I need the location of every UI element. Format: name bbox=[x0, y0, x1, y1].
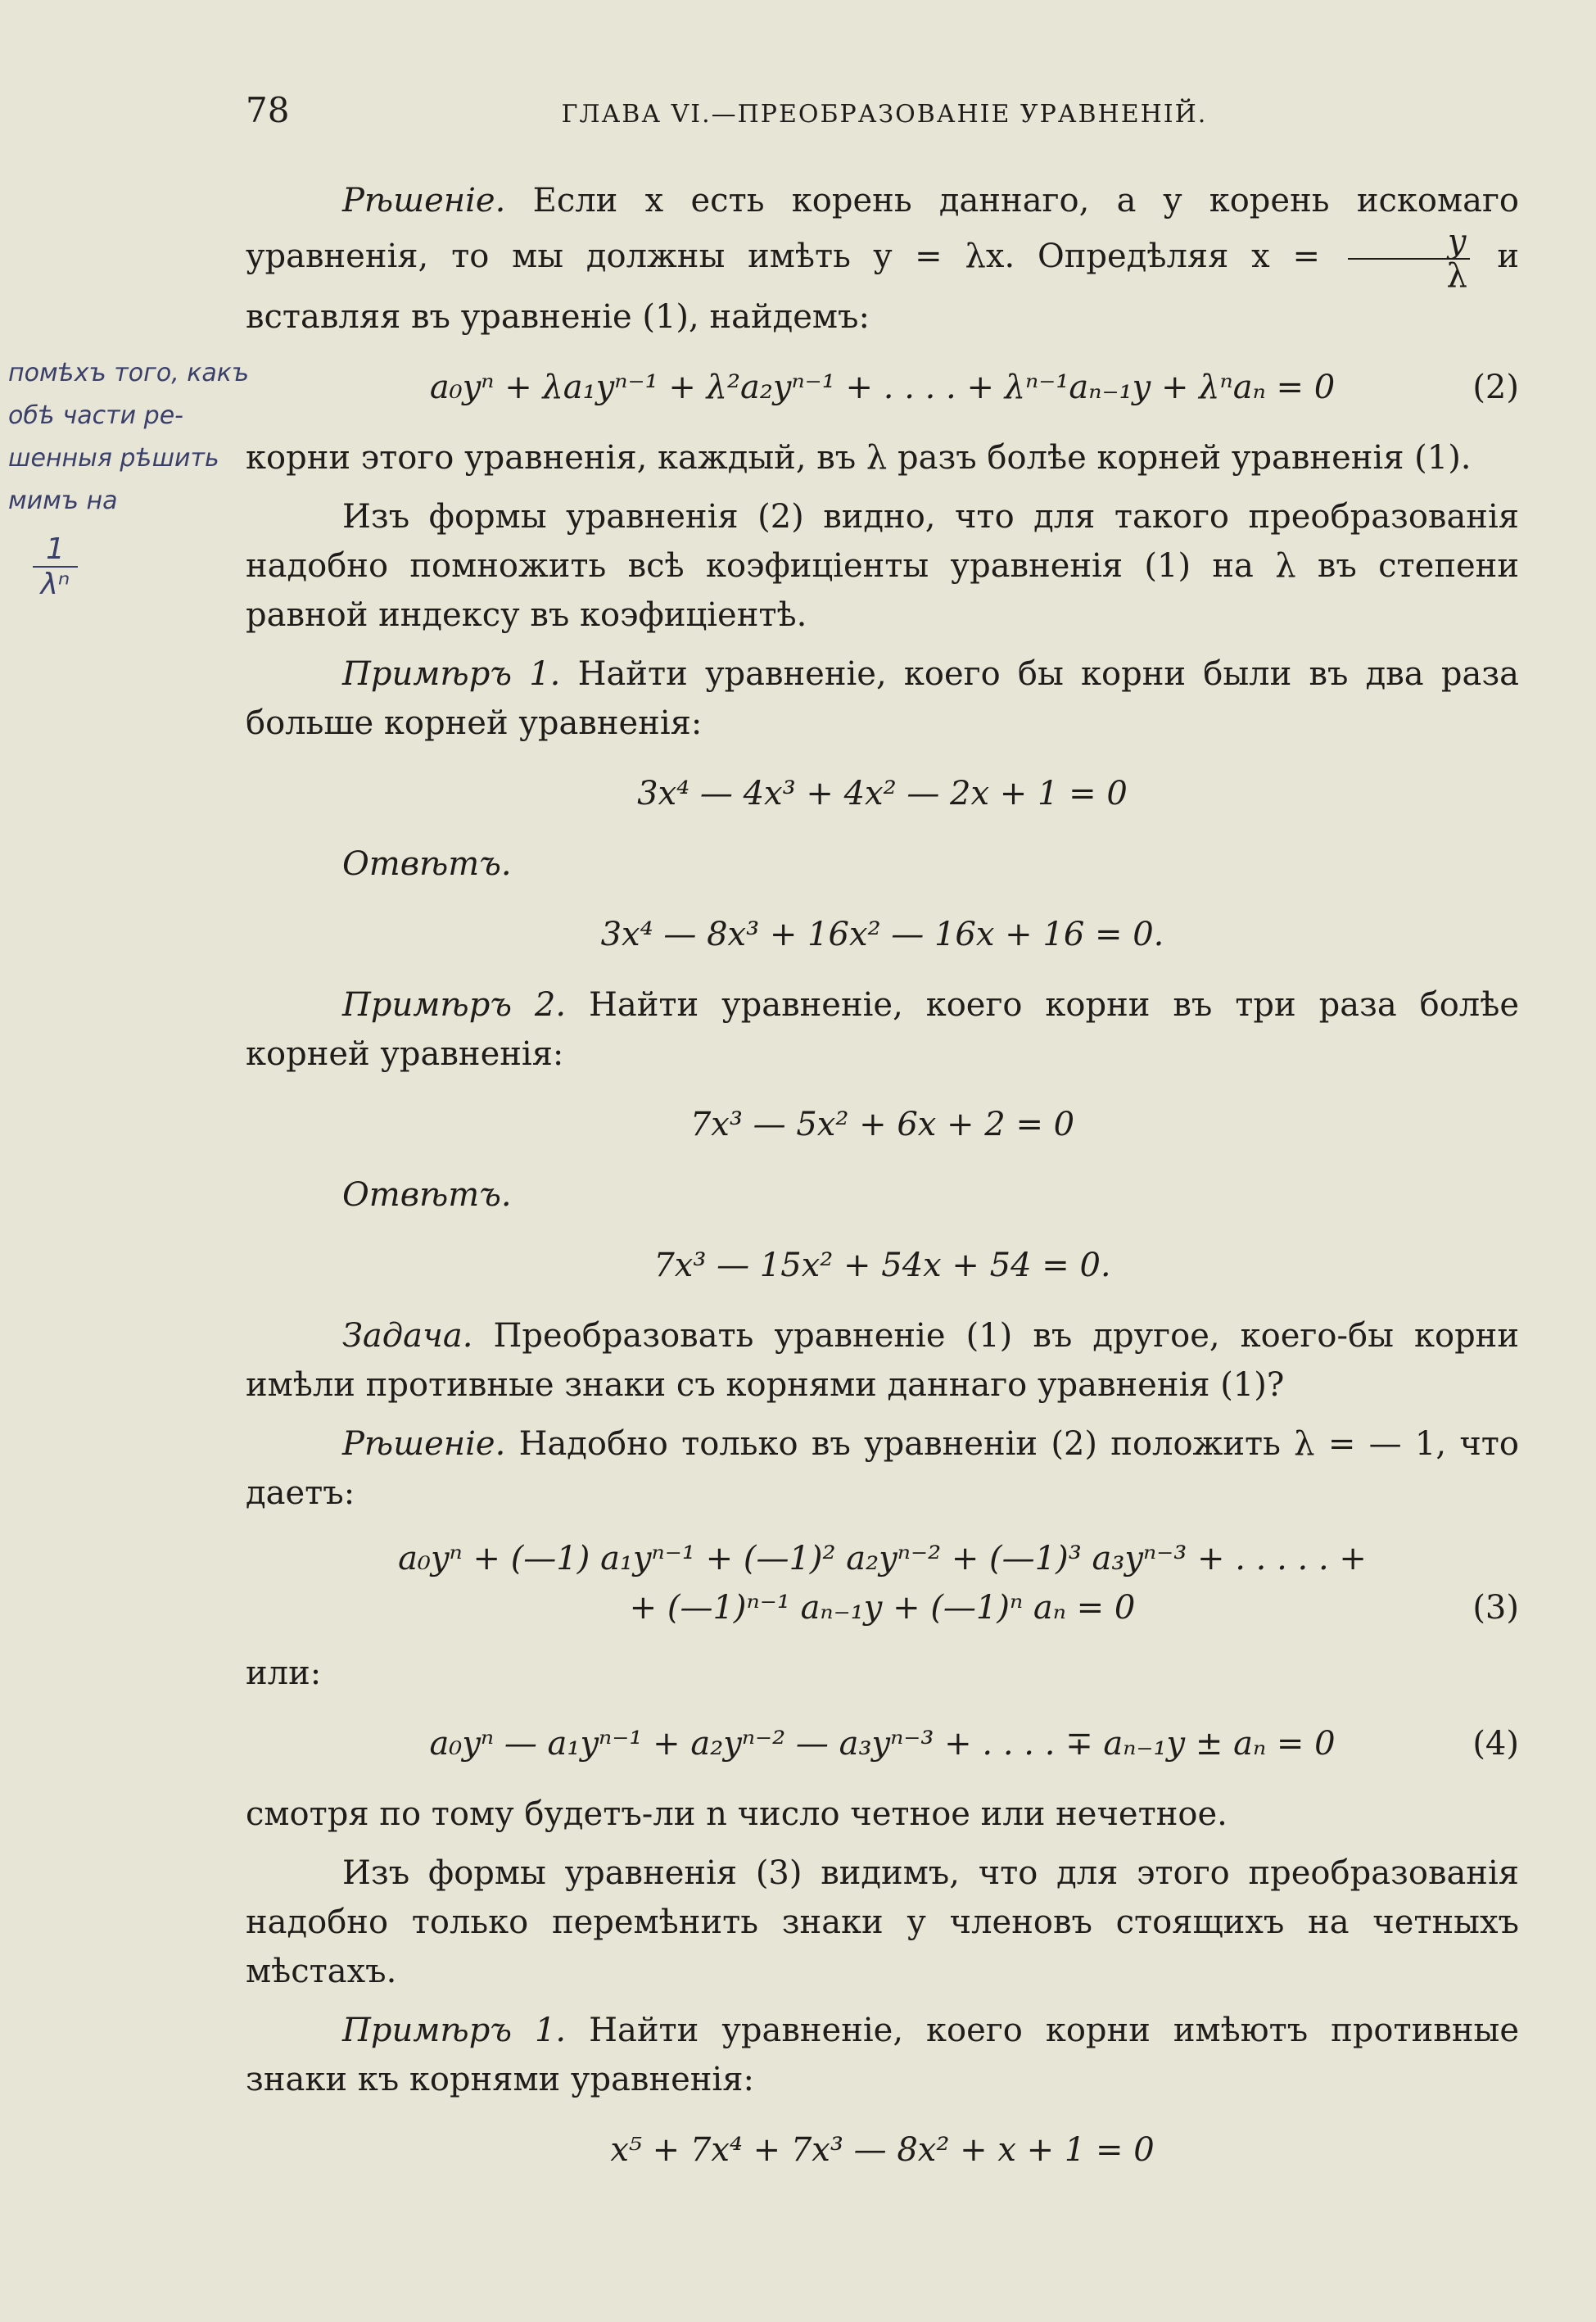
paragraph-form-2: Изъ формы уравненія (2) видно, что для такого преобразованія надобно помножить всѣ коэфиціенты уравненія (1) на λ въ степени равной индексу въ коэфиціентѣ. bbox=[246, 498, 1519, 634]
fraction-numerator: y bbox=[1348, 225, 1470, 260]
handwritten-margin-note bbox=[8, 352, 254, 523]
equation-4-body: a₀yⁿ — a₁yⁿ⁻¹ + a₂yⁿ⁻² — a₃yⁿ⁻³ + . . . . ∓ aₙ₋₁y ± aₙ = 0 bbox=[429, 1725, 1336, 1763]
paragraph-parity: смотря по тому будетъ-ли n число четное или нечетное. bbox=[246, 1795, 1228, 1833]
example-1-text: Найти уравненіе, коего бы корни были въ два раза больше корней уравненія: bbox=[246, 655, 1519, 742]
paragraph-solution-2 bbox=[246, 1419, 1519, 1518]
paragraph-example-1 bbox=[246, 650, 1519, 748]
paragraph-roots: корни этого уравненія, каждый, въ λ разъ болѣе корней уравненія (1). bbox=[246, 439, 1472, 477]
example-1-answer: 3x⁴ — 8x³ + 16x² — 16x + 16 = 0. bbox=[600, 916, 1164, 953]
task-text: Преобразовать уравненіе (1) въ другое, коего-бы корни имѣли противные знаки съ корнями даннаго уравненія (1)? bbox=[246, 1317, 1519, 1404]
paragraph-form-3: Изъ формы уравненія (3) видимъ, что для этого преобразованія надобно только перемѣнить знаки у членовъ стоящихъ на четныхъ мѣстахъ. bbox=[246, 1854, 1519, 1990]
page-body bbox=[246, 176, 1519, 2196]
solution-text-b: и вставляя въ уравненіе (1), найдемъ: bbox=[246, 238, 1520, 336]
margin-note-line: мимъ на bbox=[8, 487, 118, 515]
paragraph-example-3 bbox=[246, 2006, 1519, 2104]
equation-3-line-1: a₀yⁿ + (—1) a₁yⁿ⁻¹ + (—1)² a₂yⁿ⁻² + (—1)³ a₃yⁿ⁻³ + . . . . . + bbox=[398, 1540, 1367, 1577]
inline-fraction bbox=[1348, 223, 1470, 295]
equation-4-number: (4) bbox=[1472, 1725, 1519, 1763]
margin-note-line: обѣ части ре- bbox=[8, 401, 183, 430]
running-title: ГЛАВА VI.—ПРЕОБРАЗОВАНІЕ УРАВНЕНІЙ. bbox=[561, 100, 1208, 129]
margin-fraction-denominator: λⁿ bbox=[40, 568, 70, 601]
margin-fraction-numerator: 1 bbox=[33, 532, 78, 568]
equation-2 bbox=[246, 363, 1519, 412]
example-2-equation: 7x³ — 5x² + 6x + 2 = 0 bbox=[689, 1106, 1075, 1143]
margin-note-line: шенныя рѣшить bbox=[8, 444, 219, 473]
fraction-denominator: λ bbox=[1446, 257, 1467, 295]
equation-3 bbox=[246, 1583, 1519, 1632]
answer-2-label: Отвѣтъ. bbox=[342, 1176, 512, 1214]
margin-note-fraction bbox=[33, 532, 78, 601]
task-label: Задача. bbox=[342, 1317, 473, 1355]
paragraph-solution-1 bbox=[246, 176, 1519, 342]
margin-note-line: помѣхъ того, какъ bbox=[8, 359, 250, 387]
equation-2-number: (2) bbox=[1472, 369, 1519, 406]
paragraph-or: или: bbox=[246, 1654, 322, 1692]
equation-3-number: (3) bbox=[1472, 1589, 1519, 1627]
paragraph-example-2 bbox=[246, 980, 1519, 1079]
solution-2-label: Рѣшеніе. bbox=[342, 1425, 506, 1463]
equation-2-body: a₀yⁿ + λa₁yⁿ⁻¹ + λ²a₂yⁿ⁻¹ + . . . . + λⁿ⁻¹aₙ₋₁y + λⁿaₙ = 0 bbox=[429, 369, 1336, 406]
example-2-answer: 7x³ — 15x² + 54x + 54 = 0. bbox=[653, 1247, 1111, 1284]
equation-3-line-2: + (—1)ⁿ⁻¹ aₙ₋₁y + (—1)ⁿ aₙ = 0 bbox=[629, 1589, 1136, 1627]
example-2-text: Найти уравненіе, коего корни въ три раза болѣе корней уравненія: bbox=[246, 986, 1519, 1073]
solution-label: Рѣшеніе. bbox=[342, 182, 506, 220]
page-header bbox=[246, 90, 1523, 139]
example-3-text: Найти уравненіе, коего корни имѣютъ противные знаки къ корнями уравненія: bbox=[246, 2012, 1519, 2098]
equation-4 bbox=[246, 1719, 1519, 1768]
answer-1-label: Отвѣтъ. bbox=[342, 845, 512, 883]
page-number: 78 bbox=[246, 90, 290, 130]
example-3-equation: x⁵ + 7x⁴ + 7x³ — 8x² + x + 1 = 0 bbox=[610, 2131, 1155, 2169]
solution-text-a: Если x есть корень даннаго, а y корень искомаго уравненія, то мы должны имѣть y = λx. Опредѣляя x = bbox=[246, 182, 1519, 275]
example-2-label: Примѣръ 2. bbox=[342, 986, 567, 1024]
solution-2-text: Надобно только въ уравненіи (2) положить λ = — 1, что даетъ: bbox=[246, 1425, 1519, 1512]
example-1-equation: 3x⁴ — 4x³ + 4x² — 2x + 1 = 0 bbox=[637, 775, 1128, 812]
example-1-label: Примѣръ 1. bbox=[342, 655, 561, 693]
paragraph-task bbox=[246, 1311, 1519, 1410]
example-3-label: Примѣръ 1. bbox=[342, 2012, 567, 2049]
